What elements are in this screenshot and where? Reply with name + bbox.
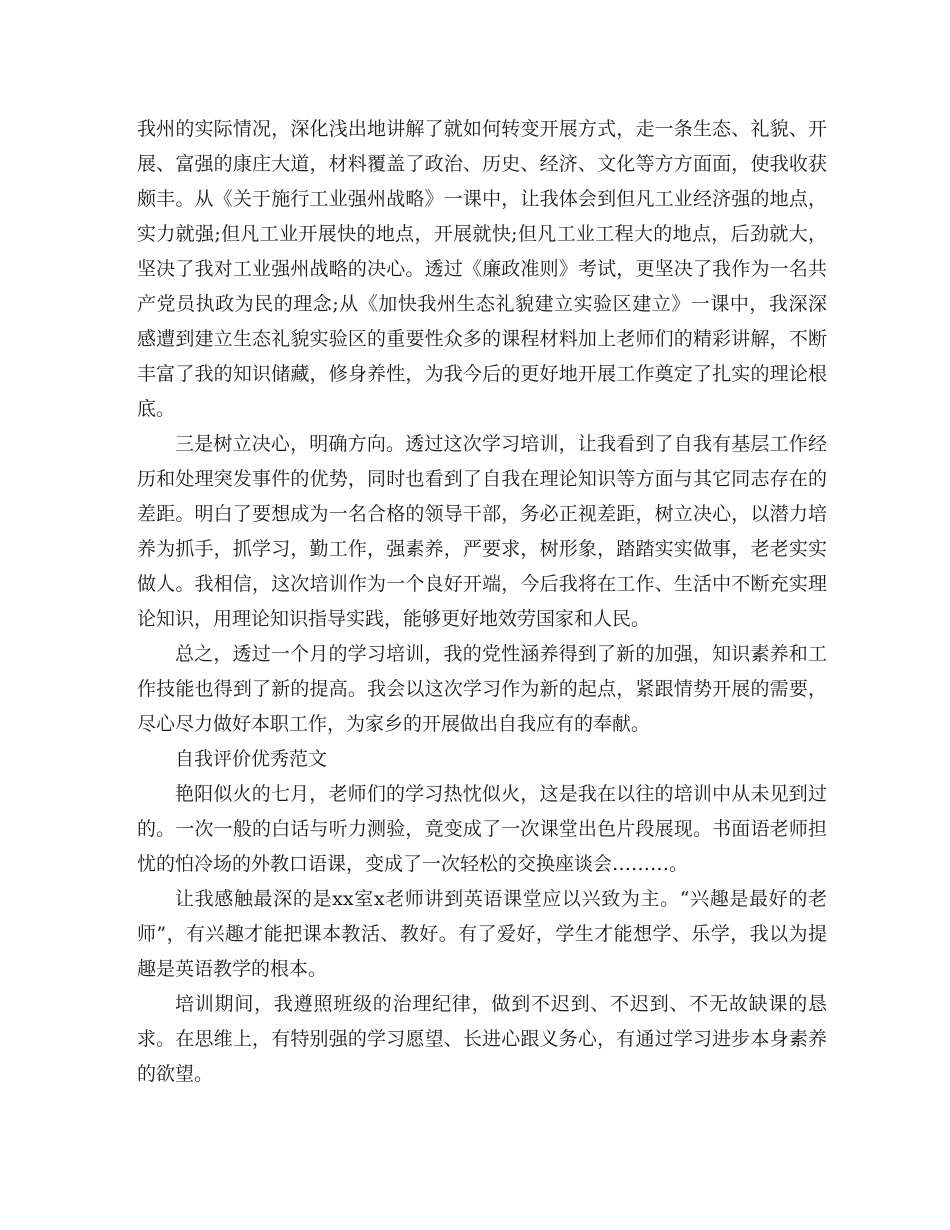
paragraph-1: 我州的实际情况，深化浅出地讲解了就如何转变开展方式，走一条生态、礼貌、开展、富强的康庄大道，材料覆盖了政治、历史、经济、文化等方方面面，使我收获颇丰。从《关于施行工业强州战略》一课中，让我体会到但凡工业经济强的地点，实力就强;但凡工业开展快的地点，开展就快;但凡工业工程大的地点，后劲就大，坚决了我对工业强州战略的决心。透过《廉政准则》考试，更坚决了我作为一名共产党员执政为民的理念;从《加快我州生态礼貌建立实验区建立》一课中，我深深感遭到建立生态礼貌实验区的重要性众多的课程材料加上老师们的精彩讲解，不断丰富了我的知识储藏，修身养性，为我今后的更好地开展工作奠定了扎实的理论根底。 (137, 118, 827, 420)
paragraph-5: 让我感触最深的是xx室x老师讲到英语课堂应以兴致为主。“兴趣是最好的老师”，有兴趣才能把课本教活、教好。有了爱好，学生才能想学、乐学，我以为提趣是英语教学的根本。 (137, 888, 827, 980)
paragraph-4: 艳阳似火的七月，老师们的学习热忱似火，这是我在以往的培训中从未见到过的。一次一般的白话与听力测验，竟变成了一次课堂出色片段展现。书面语老师担忧的怕冷场的外教口语课，变成了一次轻松的交换座谈会………。 (137, 783, 827, 875)
paragraph-2: 三是树立决心，明确方向。透过这次学习培训，让我看到了自我有基层工作经历和处理突发事件的优势，同时也看到了自我在理论知识等方面与其它同志存在的差距。明白了要想成为一名合格的领导干部，务必正视差距，树立决心，以潜力培养为抓手，抓学习，勤工作，强素养，严要求，树形象，踏踏实实做事，老老实实做人。我相信，这次培训作为一个良好开端，今后我将在工作、生活中不断充实理论知识，用理论知识指导实践，能够更好地效劳国家和人民。 (137, 433, 827, 630)
document-body (137, 112, 827, 1092)
section-heading: 自我评价优秀范文 (175, 748, 328, 770)
paragraph-3: 总之，透过一个月的学习培训，我的党性涵养得到了新的加强，知识素养和工作技能也得到了新的提高。我会以这次学习作为新的起点，紧跟情势开展的需要，尽心尽力做好本职工作，为家乡的开展做出自我应有的奉献。 (137, 643, 827, 735)
paragraph-6: 培训期间，我遵照班级的治理纪律，做到不迟到、不迟到、不无故缺课的恳求。在思维上，有特别强的学习愿望、长进心跟义务心，有通过学习进步本身素养的欲望。 (137, 993, 827, 1085)
